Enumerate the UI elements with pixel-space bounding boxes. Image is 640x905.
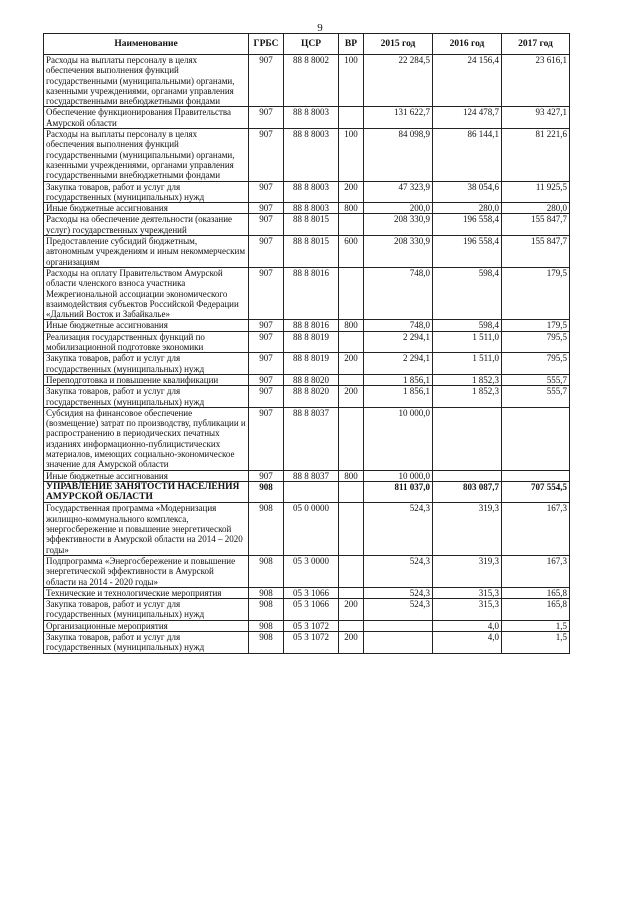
row-grbs: 908 bbox=[249, 632, 284, 654]
row-vr: 600 bbox=[339, 236, 364, 268]
row-value-2017: 1,5 bbox=[502, 632, 570, 654]
row-csr: 05 3 0000 bbox=[284, 555, 339, 587]
row-value-2017: 795,5 bbox=[502, 353, 570, 375]
row-csr: 88 8 8003 bbox=[284, 107, 339, 129]
row-grbs: 907 bbox=[249, 129, 284, 181]
row-vr: 200 bbox=[339, 386, 364, 408]
row-grbs: 907 bbox=[249, 236, 284, 268]
row-value-2017: 165,8 bbox=[502, 587, 570, 598]
row-value-2015: 524,3 bbox=[364, 503, 433, 555]
row-name: Расходы на выплаты персоналу в целях обеспечения выполнения функций государственными (муниципальными) органами, казенными учреждениями, органами управления государственными внебюджетными фондами bbox=[44, 55, 249, 107]
row-value-2017: 155 847,7 bbox=[502, 236, 570, 268]
row-grbs: 907 bbox=[249, 203, 284, 214]
row-value-2016: 86 144,1 bbox=[433, 129, 502, 181]
row-vr: 200 bbox=[339, 181, 364, 203]
header-2017: 2017 год bbox=[502, 34, 570, 55]
table-row bbox=[44, 599, 570, 621]
row-grbs: 907 bbox=[249, 267, 284, 319]
row-value-2016: 124 478,7 bbox=[433, 107, 502, 129]
header-name: Наименование bbox=[44, 34, 249, 55]
row-csr: 88 8 8003 bbox=[284, 129, 339, 181]
row-name: Закупка товаров, работ и услуг для государственных (муниципальных) нужд bbox=[44, 599, 249, 621]
row-vr bbox=[339, 267, 364, 319]
row-value-2017: 93 427,1 bbox=[502, 107, 570, 129]
row-grbs: 907 bbox=[249, 331, 284, 353]
table-row bbox=[44, 181, 570, 203]
row-grbs: 908 bbox=[249, 587, 284, 598]
table-row bbox=[44, 267, 570, 319]
row-grbs: 908 bbox=[249, 599, 284, 621]
header-2015: 2015 год bbox=[364, 34, 433, 55]
row-name: Государственная программа «Модернизация жилищно-коммунального комплекса, энергосбережение и повышение энергетической эффективности в Амурской области на 2014 – 2020 годы» bbox=[44, 503, 249, 555]
row-grbs: 907 bbox=[249, 353, 284, 375]
row-value-2016: 598,4 bbox=[433, 267, 502, 319]
row-name: УПРАВЛЕНИЕ ЗАНЯТОСТИ НАСЕЛЕНИЯ АМУРСКОЙ ОБЛАСТИ bbox=[44, 481, 249, 503]
row-name: Закупка товаров, работ и услуг для государственных (муниципальных) нужд bbox=[44, 632, 249, 654]
table-row bbox=[44, 470, 570, 481]
row-value-2015: 524,3 bbox=[364, 587, 433, 598]
row-value-2016: 598,4 bbox=[433, 320, 502, 331]
row-grbs: 908 bbox=[249, 620, 284, 631]
table-row bbox=[44, 55, 570, 107]
row-vr: 800 bbox=[339, 320, 364, 331]
row-vr bbox=[339, 587, 364, 598]
row-csr: 05 3 1066 bbox=[284, 587, 339, 598]
row-value-2017 bbox=[502, 407, 570, 470]
row-grbs: 907 bbox=[249, 374, 284, 385]
row-name: Субсидия на финансовое обеспечение (возмещение) затрат по производству, публикации и распространению в периодических печатных изданиях информационно-публицистических материалов, имеющих социально-экономическое значение для Амурской области bbox=[44, 407, 249, 470]
row-name: Закупка товаров, работ и услуг для государственных (муниципальных) нужд bbox=[44, 386, 249, 408]
row-vr bbox=[339, 107, 364, 129]
row-value-2016: 315,3 bbox=[433, 587, 502, 598]
row-csr: 88 8 8020 bbox=[284, 374, 339, 385]
row-value-2015: 748,0 bbox=[364, 320, 433, 331]
header-grbs: ГРБС bbox=[249, 34, 284, 55]
row-value-2017: 1,5 bbox=[502, 620, 570, 631]
table-row bbox=[44, 503, 570, 555]
row-value-2015: 208 330,9 bbox=[364, 236, 433, 268]
row-value-2017: 11 925,5 bbox=[502, 181, 570, 203]
row-value-2017: 155 847,7 bbox=[502, 214, 570, 236]
row-grbs: 908 bbox=[249, 503, 284, 555]
row-value-2016: 196 558,4 bbox=[433, 236, 502, 268]
table-row bbox=[44, 407, 570, 470]
row-value-2016: 315,3 bbox=[433, 599, 502, 621]
row-csr: 05 3 1066 bbox=[284, 599, 339, 621]
row-name: Обеспечение функционирования Правительства Амурской области bbox=[44, 107, 249, 129]
row-csr: 05 3 1072 bbox=[284, 620, 339, 631]
row-value-2016: 319,3 bbox=[433, 503, 502, 555]
row-grbs: 907 bbox=[249, 55, 284, 107]
row-csr: 05 0 0000 bbox=[284, 503, 339, 555]
row-value-2015: 47 323,9 bbox=[364, 181, 433, 203]
row-vr bbox=[339, 407, 364, 470]
table-row bbox=[44, 236, 570, 268]
row-value-2016: 24 156,4 bbox=[433, 55, 502, 107]
row-value-2015: 200,0 bbox=[364, 203, 433, 214]
header-csr: ЦСР bbox=[284, 34, 339, 55]
row-value-2016 bbox=[433, 407, 502, 470]
row-grbs: 907 bbox=[249, 107, 284, 129]
table-row bbox=[44, 331, 570, 353]
row-csr: 88 8 8019 bbox=[284, 353, 339, 375]
row-vr bbox=[339, 214, 364, 236]
row-value-2017: 179,5 bbox=[502, 267, 570, 319]
row-value-2017: 23 616,1 bbox=[502, 55, 570, 107]
row-vr: 200 bbox=[339, 353, 364, 375]
table-row bbox=[44, 386, 570, 408]
row-value-2016: 280,0 bbox=[433, 203, 502, 214]
budget-table bbox=[43, 33, 570, 654]
row-csr: 88 8 8020 bbox=[284, 386, 339, 408]
row-csr: 88 8 8003 bbox=[284, 181, 339, 203]
row-value-2016: 4,0 bbox=[433, 632, 502, 654]
row-name: Расходы на выплаты персоналу в целях обеспечения выполнения функций государственными (муниципальными) органами, казенными учреждениями, органами управления государственными внебюджетными фондами bbox=[44, 129, 249, 181]
row-grbs: 907 bbox=[249, 386, 284, 408]
row-value-2016: 196 558,4 bbox=[433, 214, 502, 236]
header-2016: 2016 год bbox=[433, 34, 502, 55]
row-value-2015 bbox=[364, 620, 433, 631]
row-vr: 200 bbox=[339, 632, 364, 654]
row-vr: 800 bbox=[339, 470, 364, 481]
table-row bbox=[44, 214, 570, 236]
row-value-2016: 4,0 bbox=[433, 620, 502, 631]
row-csr: 88 8 8016 bbox=[284, 267, 339, 319]
table-row bbox=[44, 481, 570, 503]
row-csr: 88 8 8015 bbox=[284, 236, 339, 268]
row-name: Технические и технологические мероприятия bbox=[44, 587, 249, 598]
row-grbs: 908 bbox=[249, 555, 284, 587]
row-csr: 88 8 8037 bbox=[284, 407, 339, 470]
row-vr: 800 bbox=[339, 203, 364, 214]
row-csr: 88 8 8037 bbox=[284, 470, 339, 481]
row-value-2015: 84 098,9 bbox=[364, 129, 433, 181]
row-csr: 88 8 8016 bbox=[284, 320, 339, 331]
row-value-2015: 811 037,0 bbox=[364, 481, 433, 503]
row-name: Иные бюджетные ассигнования bbox=[44, 203, 249, 214]
row-value-2017: 179,5 bbox=[502, 320, 570, 331]
row-grbs: 907 bbox=[249, 470, 284, 481]
row-vr bbox=[339, 331, 364, 353]
row-value-2017: 167,3 bbox=[502, 555, 570, 587]
row-vr bbox=[339, 503, 364, 555]
row-value-2015: 748,0 bbox=[364, 267, 433, 319]
row-vr bbox=[339, 555, 364, 587]
row-csr: 88 8 8002 bbox=[284, 55, 339, 107]
table-row bbox=[44, 374, 570, 385]
row-name: Предоставление субсидий бюджетным, автономным учреждениям и иным некоммерческим организациям bbox=[44, 236, 249, 268]
row-value-2017: 167,3 bbox=[502, 503, 570, 555]
row-grbs: 907 bbox=[249, 214, 284, 236]
row-grbs: 907 bbox=[249, 181, 284, 203]
row-name: Закупка товаров, работ и услуг для государственных (муниципальных) нужд bbox=[44, 181, 249, 203]
row-csr: 88 8 8015 bbox=[284, 214, 339, 236]
row-value-2015: 22 284,5 bbox=[364, 55, 433, 107]
row-value-2015: 131 622,7 bbox=[364, 107, 433, 129]
row-value-2016: 1 852,3 bbox=[433, 374, 502, 385]
table-row bbox=[44, 107, 570, 129]
row-value-2016: 38 054,6 bbox=[433, 181, 502, 203]
table-row bbox=[44, 587, 570, 598]
row-value-2015: 2 294,1 bbox=[364, 353, 433, 375]
table-row bbox=[44, 555, 570, 587]
row-grbs: 907 bbox=[249, 320, 284, 331]
row-value-2016: 1 852,3 bbox=[433, 386, 502, 408]
row-value-2017: 555,7 bbox=[502, 374, 570, 385]
row-value-2017 bbox=[502, 470, 570, 481]
row-csr bbox=[284, 481, 339, 503]
table-row bbox=[44, 320, 570, 331]
table-row bbox=[44, 353, 570, 375]
row-name: Подпрограмма «Энергосбережение и повышение энергетической эффективности в Амурской области на 2014 - 2020 годы» bbox=[44, 555, 249, 587]
row-vr bbox=[339, 481, 364, 503]
row-value-2016 bbox=[433, 470, 502, 481]
row-vr: 200 bbox=[339, 599, 364, 621]
row-value-2015 bbox=[364, 632, 433, 654]
row-csr: 88 8 8019 bbox=[284, 331, 339, 353]
row-name: Организационные мероприятия bbox=[44, 620, 249, 631]
row-vr bbox=[339, 620, 364, 631]
table-row bbox=[44, 129, 570, 181]
row-name: Реализация государственных функций по мобилизационной подготовке экономики bbox=[44, 331, 249, 353]
row-value-2015: 10 000,0 bbox=[364, 407, 433, 470]
row-value-2015: 524,3 bbox=[364, 555, 433, 587]
row-value-2015: 2 294,1 bbox=[364, 331, 433, 353]
row-value-2017: 707 554,5 bbox=[502, 481, 570, 503]
row-name: Закупка товаров, работ и услуг для государственных (муниципальных) нужд bbox=[44, 353, 249, 375]
page-number: 9 bbox=[317, 22, 323, 34]
row-name: Переподготовка и повышение квалификации bbox=[44, 374, 249, 385]
header-vr: ВР bbox=[339, 34, 364, 55]
row-grbs: 908 bbox=[249, 481, 284, 503]
row-vr bbox=[339, 374, 364, 385]
row-value-2017: 555,7 bbox=[502, 386, 570, 408]
row-value-2016: 803 087,7 bbox=[433, 481, 502, 503]
row-value-2017: 795,5 bbox=[502, 331, 570, 353]
table-row bbox=[44, 203, 570, 214]
row-value-2015: 1 856,1 bbox=[364, 386, 433, 408]
row-name: Расходы на оплату Правительством Амурской области членского взноса участника Межрегиональной ассоциации экономического взаимодействия субъектов Российской Федерации «Дальний Восток и Забайкалье» bbox=[44, 267, 249, 319]
row-csr: 05 3 1072 bbox=[284, 632, 339, 654]
table-row bbox=[44, 620, 570, 631]
row-name: Иные бюджетные ассигнования bbox=[44, 320, 249, 331]
table-row bbox=[44, 632, 570, 654]
row-csr: 88 8 8003 bbox=[284, 203, 339, 214]
row-vr: 100 bbox=[339, 55, 364, 107]
row-value-2015: 524,3 bbox=[364, 599, 433, 621]
table-header-row bbox=[44, 34, 570, 55]
row-value-2015: 10 000,0 bbox=[364, 470, 433, 481]
row-value-2016: 1 511,0 bbox=[433, 353, 502, 375]
row-value-2017: 81 221,6 bbox=[502, 129, 570, 181]
row-value-2016: 319,3 bbox=[433, 555, 502, 587]
row-value-2017: 165,8 bbox=[502, 599, 570, 621]
row-value-2017: 280,0 bbox=[502, 203, 570, 214]
row-value-2016: 1 511,0 bbox=[433, 331, 502, 353]
row-vr: 100 bbox=[339, 129, 364, 181]
row-name: Расходы на обеспечение деятельности (оказание услуг) государственных учреждений bbox=[44, 214, 249, 236]
row-value-2015: 208 330,9 bbox=[364, 214, 433, 236]
row-value-2015: 1 856,1 bbox=[364, 374, 433, 385]
row-grbs: 907 bbox=[249, 407, 284, 470]
row-name: Иные бюджетные ассигнования bbox=[44, 470, 249, 481]
